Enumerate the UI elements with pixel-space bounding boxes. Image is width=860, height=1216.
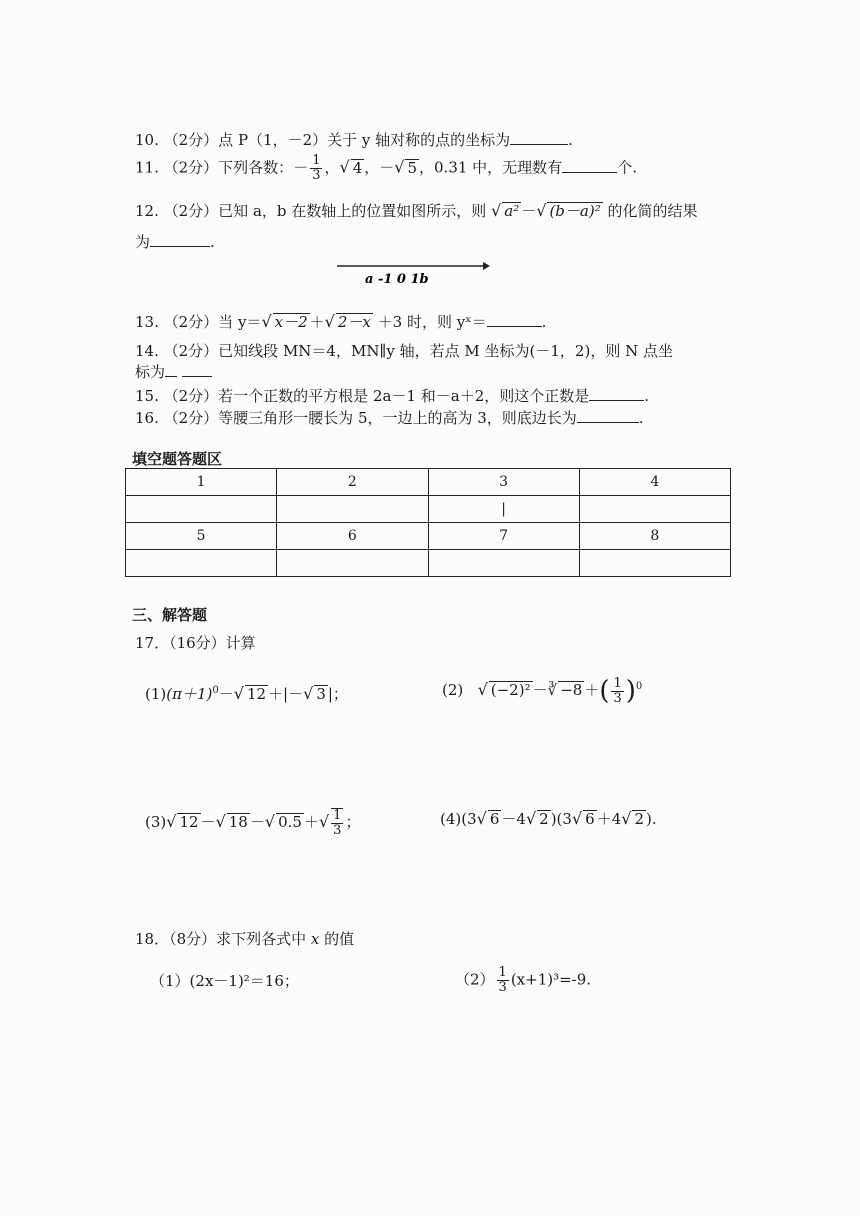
- number-line: [335, 258, 490, 288]
- question-12: 12. （2分）已知 a，b 在数轴上的位置如图所示，则 √ a² －√ (b－a)² 的化简的结果: [135, 201, 698, 220]
- q17-part-4: (4)(3√ 6 －4√ 2 )(3√ 6 ＋4√ 2 ).: [440, 809, 657, 828]
- question-16: 16. （2分）等腰三角形一腰长为 5，一边上的高为 3，则底边长为 .: [135, 406, 644, 429]
- q18-part-1: （1）(2x－1)²＝16；: [150, 972, 299, 990]
- q17-part-1: $(1)(\pi+1)^0-√$ 12 ＋|－√ 3 |；: [145, 684, 348, 703]
- answer-blank: [562, 156, 617, 173]
- fraction: $\frac{1}{3}$: [333, 808, 342, 838]
- fraction: $\frac{1}{3}$: [312, 153, 321, 183]
- answer-blank: [150, 230, 210, 247]
- answer-area-title: 填空题答题区: [132, 450, 223, 468]
- question-12-line2: 为 .: [135, 230, 215, 253]
- question-14-line2: 标为: [135, 360, 212, 383]
- answer-blank: [182, 360, 212, 377]
- question-11: 11. （2分）下列各数：－ $\frac{1}{3}$ ，√ 4 ，－√ 5 ，0.31 中，无理数有 个.: [135, 153, 637, 183]
- answer-blank: [510, 128, 568, 145]
- question-10: 10. （2分）点 P（1，－2）关于 y 轴对称的点的坐标为 .: [135, 128, 573, 151]
- answer-blank: [577, 406, 639, 423]
- fraction: $\frac{1}{3}$: [613, 675, 622, 706]
- question-17: 17．（16分）计算: [135, 634, 256, 652]
- fraction: $\frac{1}{3}$: [498, 965, 507, 995]
- q17-part-3: (3)√ 12 －√ 18 －√ 0.5 ＋√ $\frac{1}{3}$ ；: [145, 808, 361, 838]
- q17-part-2: (2) √ (−2)² －∛ −8 ＋( $\frac{1}{3}$ )$^0$: [442, 675, 643, 706]
- question-18: 18．（8分）求下列各式中 x 的值: [135, 930, 355, 948]
- answer-table: 1 2 3 4 | 5 6 7 8: [125, 468, 731, 577]
- section-title: 三、解答题: [132, 606, 208, 624]
- number-line-labels: a -1 0 1b: [365, 272, 429, 287]
- question-14: 14. （2分）已知线段 MN＝4，MN∥y 轴，若点 M 坐标为(－1，2)，则 N 点坐: [135, 342, 673, 360]
- question-15: 15. （2分）若一个正数的平方根是 2a－1 和－a＋2，则这个正数是 .: [135, 384, 649, 407]
- answer-blank: [589, 384, 644, 401]
- answer-blank: [487, 310, 542, 327]
- question-13: 13. （2分）当 y＝√ x－2 ＋√ 2－x ＋3 时，则 yˣ＝ .: [135, 312, 547, 331]
- q18-part-2: （2） $\frac{1}{3}$ (x+1)³=-9.: [455, 965, 592, 995]
